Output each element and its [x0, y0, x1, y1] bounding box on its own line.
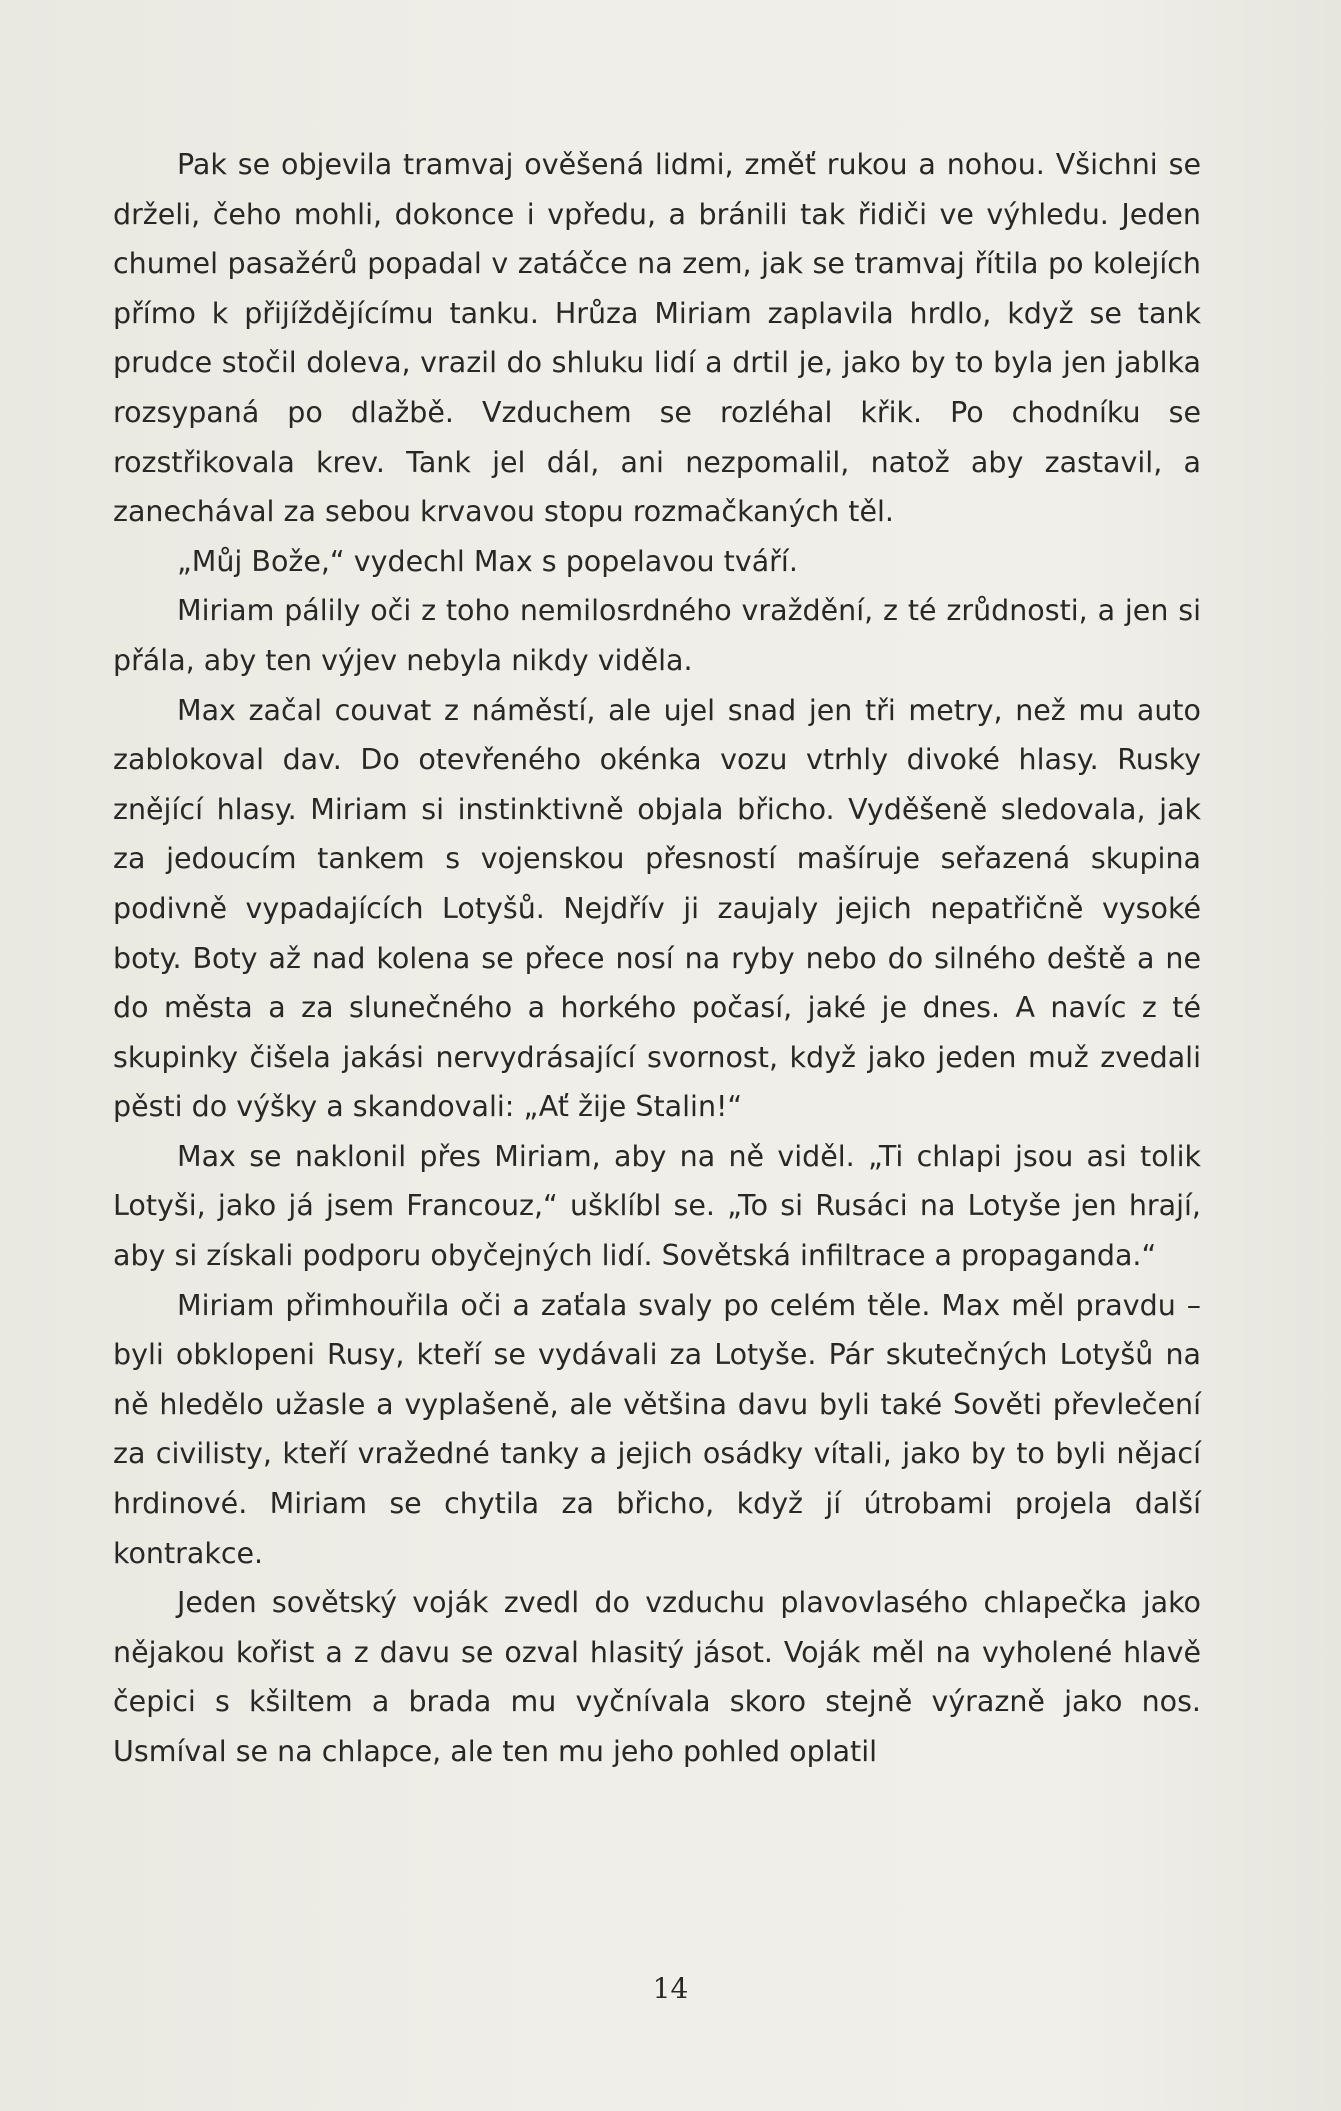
paragraph-4: Max začal couvat z náměstí, ale ujel snad jen tři metry, než mu auto zablokoval dav. Do otevřeného okénka vozu vtrhly divoké hlasy. Rusky znějící hlasy. Miriam si instinktivně objala břicho. Vyděšeně sledovala, jak za jedoucím tankem s vojenskou přesností mašíruje seřazená skupina podivně vypadajících Lotyšů. Nejdřív ji zaujaly jejich nepatřičně vysoké boty. Boty až nad kolena se přece nosí na ryby nebo do silného deště a ne do města a za slunečného a horkého počasí, jaké je dnes. A navíc z té skupinky čišela jakási nervydrásající svornost, když jako jeden muž zvedali pěsti do výšky a skandovali: „Ať žije Stalin!“ — [113, 693, 1201, 1124]
paragraph-2: „Můj Bože,“ vydechl Max s popelavou tváří. — [177, 544, 798, 578]
paragraph-3: Miriam pálily oči z toho nemilosrdného vraždění, z té zrůdnosti, a jen si přála, aby ten výjev nebyla nikdy viděla. — [113, 594, 1201, 677]
paragraph-1: Pak se objevila tramvaj ověšená lidmi, změť rukou a nohou. Všichni se drželi, čeho mohli, dokonce i vpředu, a bránili tak řidiči ve výhledu. Jeden chumel pasažérů popadal v zatáčce na zem, jak se tramvaj řítila po kolejích přímo k přijíždějícímu tanku. Hrůza Miriam zaplavila hrdlo, když se tank prudce stočil doleva, vrazil do shluku lidí a drtil je, jako by to byla jen jablka rozsypaná po dlažbě. Vzduchem se rozléhal křik. Po chodníku se rozstřikovala krev. Tank jel dál, ani nezpomalil, natož aby zastavil, a zanechával za sebou krvavou stopu rozmačkaných těl. — [113, 148, 1201, 529]
paragraph-7: Jeden sovětský voják zvedl do vzduchu plavovlasého chlapečka jako nějakou kořist a z davu se ozval hlasitý jásot. Voják měl na vyholené hlavě čepici s kšiltem a brada mu vyčnívala skoro stejně výrazně jako nos. Usmíval se na chlapce, ale ten mu jeho pohled oplatil — [113, 1586, 1201, 1768]
page-number: 14 — [652, 1972, 689, 2005]
paragraph-6: Miriam přimhouřila oči a zaťala svaly po celém těle. Max měl pravdu – byli obklopeni Rusy, kteří se vydávali za Lotyše. Pár skutečných Lotyšů na ně hledělo užasle a vyplašeně, ale většina davu byli také Sověti převlečení za civilisty, kteří vražedné tanky a jejich osádky vítali, jako by to byli nějací hrdinové. Miriam se chytila za břicho, když jí útrobami projela další kontrakce. — [113, 1288, 1201, 1570]
paragraph-5: Max se naklonil přes Miriam, aby na ně viděl. „Ti chlapi jsou asi tolik Lotyši, jako já jsem Francouz,“ ušklíbl se. „To si Rusáci na Lotyše jen hrají, aby si získali podporu obyčejných lidí. Sovětská infiltrace a propaganda.“ — [113, 1139, 1201, 1273]
body-text — [113, 140, 1201, 1777]
